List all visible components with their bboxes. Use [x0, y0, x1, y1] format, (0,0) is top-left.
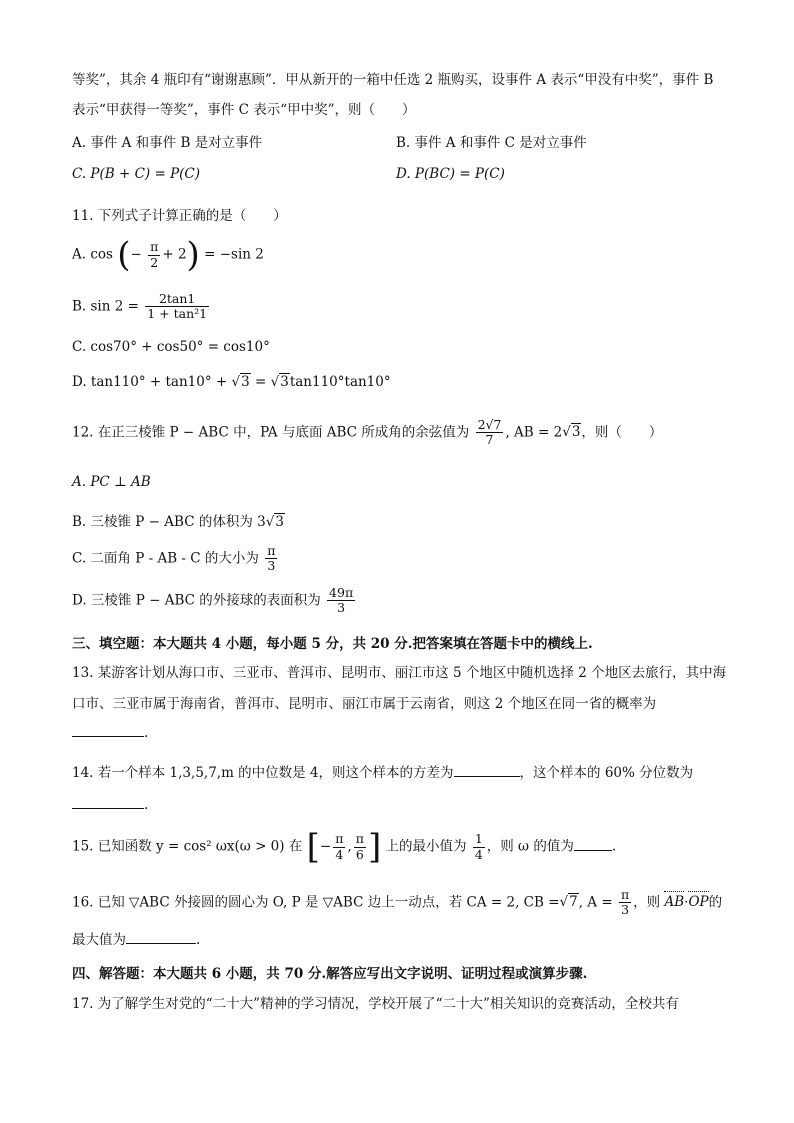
left-paren: ( — [117, 235, 131, 275]
left-bracket: [ — [306, 827, 320, 867]
q13-line1: 13. 某游客计划从海口市、三亚市、普洱市、昆明市、丽江市这 5 个地区中随机选择 2 个地区去旅行，其中海 — [72, 665, 727, 681]
q16-post: ，则 — [633, 894, 661, 911]
q16-line2: 最大值为 . — [72, 932, 201, 948]
q11-d-post: tan110°tan10° — [289, 374, 391, 390]
q13-answer-line: . — [72, 724, 148, 741]
q15-line: 15. 已知函数 y = cos² ωx(ω > 0) 在 [− $\frac{\pi}{4}$ , $\frac{\pi}{6}$ ] 上的最小值为 $\frac{1}{4}$ ，则 ω 的值为 . — [72, 827, 617, 867]
q16-angle-fraction: $\frac{\pi}{3}$ — [620, 887, 630, 918]
sqrt-symbol: √3 — [265, 514, 284, 530]
q12-stem-post: ，则（ ） — [581, 424, 663, 441]
q11-a-prefix: A. cos — [72, 246, 113, 263]
q11-stem: 11. 下列式子计算正确的是（ ） — [72, 208, 287, 224]
q12-stem-mid: , AB = 2 — [505, 424, 563, 441]
answer-blank[interactable] — [126, 931, 196, 944]
q13-line2: 口市、三亚市属于海南省，普洱市、昆明市、丽江市属于云南省，则这 2 个地区在同一省的概率为 — [72, 696, 657, 712]
q12-c-fraction: $\frac{\pi}{3}$ — [267, 543, 276, 574]
q10-line2: 表示“甲获得一等奖”，事件 C 表示“甲中奖”，则（ ） — [72, 102, 416, 118]
q12-option-a: A. PC ⊥ AB — [72, 474, 151, 490]
q12-d-prefix: D. 三棱锥 P − ABC 的外接球的表面积为 — [72, 592, 321, 609]
q16-prefix: 16. 已知 ▽ABC 外接圆的圆心为 O, P 是 ▽ABC 边上一动点，若 CA = 2, CB = — [72, 894, 560, 911]
vector-op: OP — [688, 894, 709, 911]
q12-d-fraction: $\frac{49\pi}{3}$ — [329, 585, 354, 616]
q16-line2-text: 最大值为 — [72, 932, 126, 948]
q11-option-b — [72, 292, 211, 322]
q16-line1: 16. 已知 ▽ABC 外接圆的圆心为 O, P 是 ▽ABC 边上一动点，若 CA = 2, CB =√7, A = $\frac{\pi}{3}$ ，则 AB·OP的 — [72, 887, 723, 918]
q12-option-d — [72, 586, 357, 616]
q12-stem — [72, 418, 662, 448]
q15-mid: 上的最小值为 — [385, 838, 467, 855]
q11-d-equals: = — [255, 374, 267, 390]
q15-right-fraction: $\frac{\pi}{6}$ — [355, 831, 364, 862]
sqrt-symbol: √3 — [231, 374, 250, 390]
q15-min-fraction: $\frac{1}{4}$ — [474, 831, 483, 862]
section-4-heading: 四、解答题：本大题共 6 小题，共 70 分.解答应写出文字说明、证明过程或演算步骤. — [72, 966, 588, 982]
answer-blank[interactable] — [72, 796, 144, 809]
q14-answer-line: . — [72, 796, 148, 813]
q10-option-d: D. P(BC) = P(C) — [396, 166, 505, 182]
answer-blank[interactable] — [72, 724, 144, 737]
q11-a-minus: − — [130, 246, 142, 263]
q12-stem-prefix: 12. 在正三棱锥 P − ABC 中，PA 与底面 ABC 所成角的余弦值为 — [72, 424, 470, 441]
q10-option-b: B. 事件 A 和事件 C 是对立事件 — [396, 135, 587, 151]
right-bracket: ] — [367, 827, 382, 867]
answer-blank[interactable] — [574, 838, 612, 851]
q15-post: ，则 ω 的值为 — [486, 838, 574, 855]
q10-option-a: A. 事件 A 和事件 B 是对立事件 — [72, 135, 263, 151]
q10-option-c: C. P(B + C) = P(C) — [72, 166, 201, 182]
q11-a-fraction: $\frac{\pi}{2}$ — [150, 239, 159, 270]
q15-prefix: 15. 已知函数 y = cos² ωx(ω > 0) 在 — [72, 838, 303, 855]
q17-line1: 17. 为了解学生对党的“二十大”精神的学习情况，学校开展了“二十大”相关知识的竞赛活动，全校共有 — [72, 996, 679, 1012]
q14-prefix: 14. 若一个样本 1,3,5,7,m 的中位数是 4，则这个样本的方差为 — [72, 765, 454, 781]
q11-a-plus: + 2 — [162, 246, 187, 263]
q11-option-d — [72, 374, 391, 390]
q11-a-rhs: = −sin 2 — [204, 246, 264, 263]
q16-mid: , A = — [578, 894, 613, 911]
q15-left-fraction: $\frac{\pi}{4}$ — [335, 831, 344, 862]
q11-b-prefix: B. sin 2 = — [72, 298, 139, 315]
answer-blank[interactable] — [454, 764, 520, 777]
sqrt-symbol: √7 — [559, 894, 578, 911]
section-3-heading: 三、填空题：本大题共 4 小题，每小题 5 分，共 20 分.把答案填在答题卡中的横线上. — [72, 636, 593, 652]
sqrt-symbol: √3 — [270, 374, 289, 390]
q12-cos-fraction: $\frac{2√7}{7}$ — [477, 417, 502, 448]
sqrt-symbol: √3 — [562, 424, 581, 441]
q12-option-b — [72, 510, 285, 530]
q12-option-c — [72, 544, 279, 574]
right-paren: ) — [186, 235, 200, 275]
vector-ab: AB — [664, 894, 685, 911]
q14-line1 — [72, 761, 693, 781]
q12-c-prefix: C. 二面角 P - AB - C 的大小为 — [72, 550, 259, 567]
q10-line1: 等奖”，其余 4 瓶印有“谢谢惠顾”．甲从新开的一箱中任选 2 瓶购买，设事件 A 表示“甲没有中奖”，事件 B — [72, 72, 714, 88]
q11-option-a — [72, 235, 264, 275]
q11-d-prefix: D. tan110° + tan10° + — [72, 374, 228, 390]
q11-b-fraction: $\frac{2\tan 1}{\text{1 + tan²1}}$ — [147, 291, 208, 322]
q14-mid: ，这个样本的 60% 分位数为 — [519, 765, 694, 781]
q11-option-c: C. cos70° + cos50° = cos10° — [72, 339, 270, 355]
q12-b-prefix: B. 三棱锥 P − ABC 的体积为 3 — [72, 514, 266, 530]
